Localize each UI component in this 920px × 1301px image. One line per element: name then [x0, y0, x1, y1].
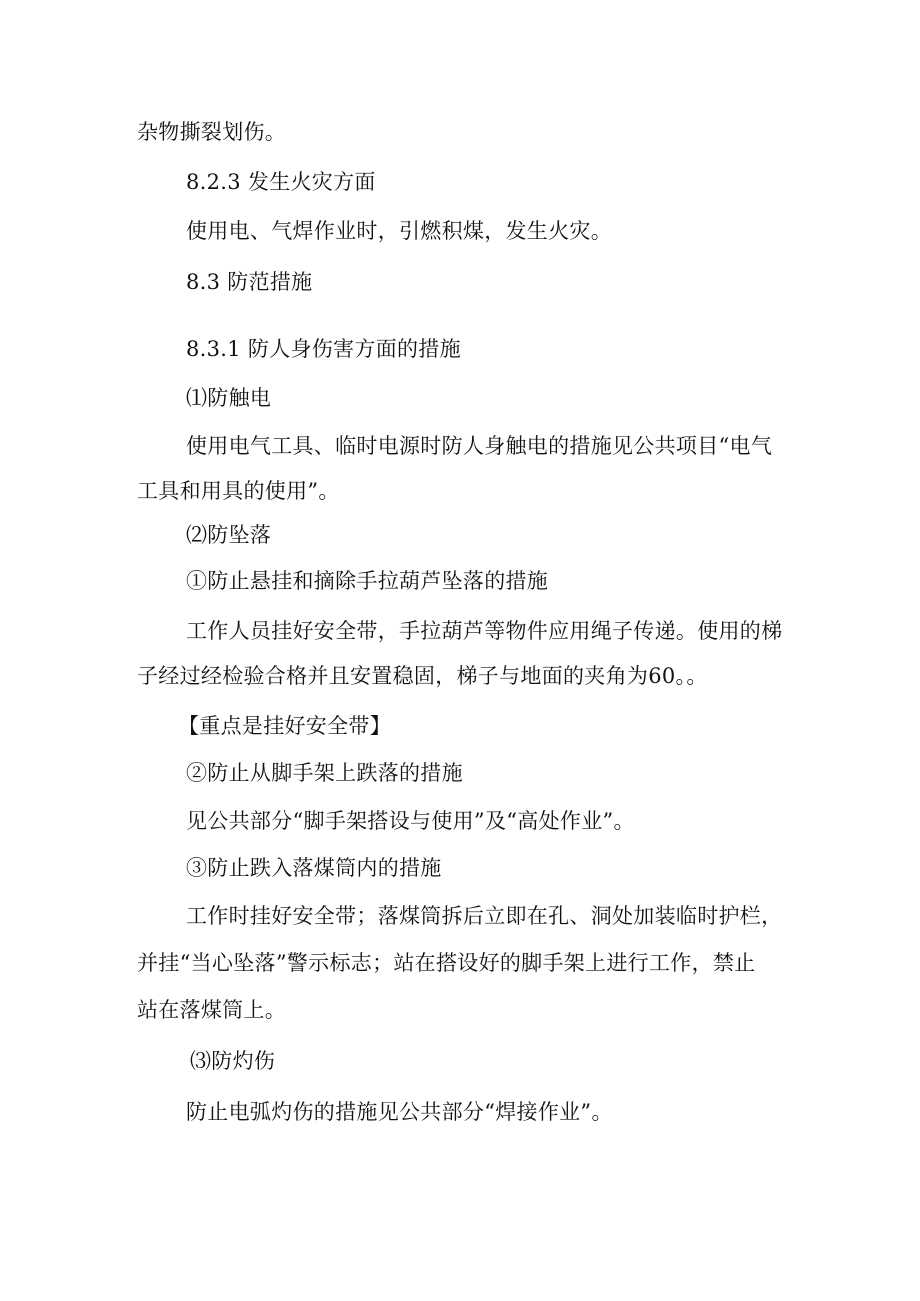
text-line: 防止电弧灼伤的措施见公共部分“焊接作业”。 [186, 1100, 613, 1124]
text-line-continuation: 杂物撕裂划伤。 [137, 120, 287, 144]
subheading-chute-fall: ③防止跌入落煤筒内的措施 [186, 856, 442, 880]
text-line-continuation: 工具和用具的使用”。 [137, 479, 340, 503]
text-line: 使用电气工具、临时电源时防人身触电的措施见公共项目“电气 [186, 434, 773, 458]
text-line: 工作时挂好安全带；落煤筒拆后立即在孔、洞处加装临时护栏， [186, 904, 783, 928]
subheading-burn: ⑶防灼伤 [190, 1049, 276, 1073]
text-line: 使用电、气焊作业时，引燃积煤，发生火灾。 [186, 219, 612, 243]
subheading-electric-shock: ⑴防触电 [186, 386, 272, 410]
subheading-scaffold-fall: ②防止从脚手架上跌落的措施 [186, 761, 463, 785]
key-point-note: 【重点是挂好安全带】 [178, 714, 391, 738]
text-line-continuation: 并挂“当心坠落”警示标志；站在搭设好的脚手架上进行工作，禁止 [137, 951, 756, 975]
text-line-continuation: 站在落煤筒上。 [137, 998, 287, 1022]
subheading-hoist-fall: ①防止悬挂和摘除手拉葫芦坠落的措施 [186, 569, 549, 593]
subheading-fall: ⑵防坠落 [186, 523, 272, 547]
section-heading-8-3: 8.3 防范措施 [186, 270, 313, 294]
section-heading-8-3-1: 8.3.1 防人身伤害方面的措施 [186, 337, 461, 361]
text-line-continuation: 子经过经检验合格并且安置稳固，梯子与地面的夹角为60。。 [137, 664, 708, 688]
section-heading-8-2-3: 8.2.3 发生火灾方面 [186, 170, 376, 194]
text-line: 见公共部分“脚手架搭设与使用”及“高处作业”。 [186, 809, 635, 833]
text-line: 工作人员挂好安全带，手拉葫芦等物件应用绳子传递。使用的梯 [186, 619, 783, 643]
